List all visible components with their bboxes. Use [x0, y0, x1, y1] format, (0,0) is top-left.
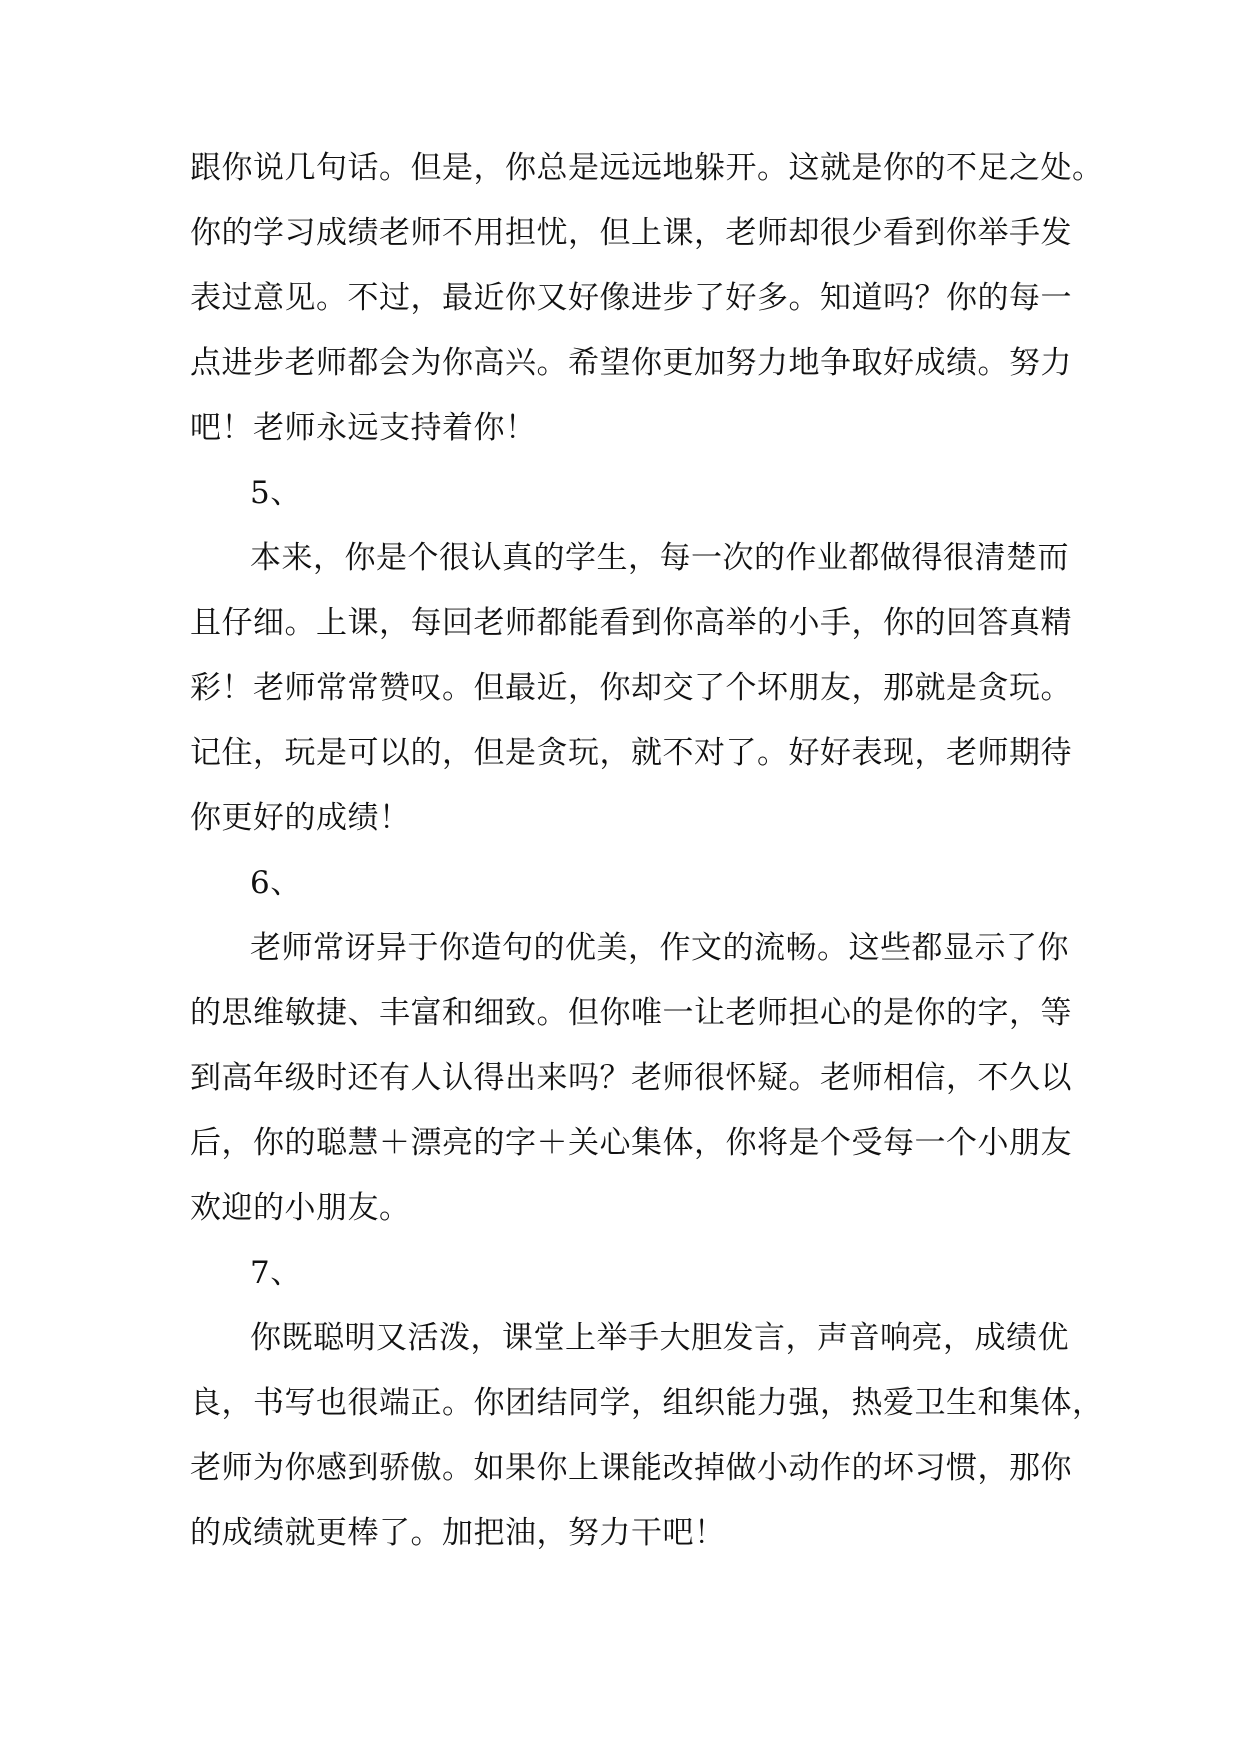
section-number: 6、 — [250, 865, 302, 901]
text-line: 本来，你是个很认真的学生，每一次的作业都做得很清楚而 — [250, 540, 1069, 576]
text-line: 到高年级时还有人认得出来吗？老师很怀疑。老师相信，不久以 — [190, 1060, 1072, 1096]
text-line: 且仔细。上课，每回老师都能看到你高举的小手，你的回答真精 — [190, 605, 1072, 641]
text-line: 后，你的聪慧＋漂亮的字＋关心集体，你将是个受每一个小朋友 — [190, 1125, 1072, 1161]
text-line: 良，书写也很端正。你团结同学，组织能力强，热爱卫生和集体， — [190, 1385, 1104, 1421]
text-line: 你的学习成绩老师不用担忧，但上课，老师却很少看到你举手发 — [190, 215, 1072, 251]
text-line: 的成绩就更棒了。加把油，努力干吧！ — [190, 1515, 726, 1551]
text-line: 记住，玩是可以的，但是贪玩，就不对了。好好表现，老师期待 — [190, 735, 1072, 771]
text-line: 老师为你感到骄傲。如果你上课能改掉做小动作的坏习惯，那你 — [190, 1450, 1072, 1486]
text-line: 点进步老师都会为你高兴。希望你更加努力地争取好成绩。努力 — [190, 345, 1072, 381]
section-number: 5、 — [250, 475, 302, 511]
text-line: 老师常讶异于你造句的优美，作文的流畅。这些都显示了你 — [250, 930, 1069, 966]
text-line: 吧！老师永远支持着你！ — [190, 410, 537, 446]
section-number: 7、 — [250, 1255, 302, 1291]
text-line: 你既聪明又活泼，课堂上举手大胆发言，声音响亮，成绩优 — [250, 1320, 1069, 1356]
text-line: 彩！老师常常赞叹。但最近，你却交了个坏朋友，那就是贪玩。 — [190, 670, 1072, 706]
text-line: 你更好的成绩！ — [190, 800, 411, 836]
text-line: 跟你说几句话。但是，你总是远远地躲开。这就是你的不足之处。 — [190, 150, 1104, 186]
text-line: 表过意见。不过，最近你又好像进步了好多。知道吗？你的每一 — [190, 280, 1072, 316]
text-line: 欢迎的小朋友。 — [190, 1190, 411, 1226]
text-line: 的思维敏捷、丰富和细致。但你唯一让老师担心的是你的字，等 — [190, 995, 1072, 1031]
